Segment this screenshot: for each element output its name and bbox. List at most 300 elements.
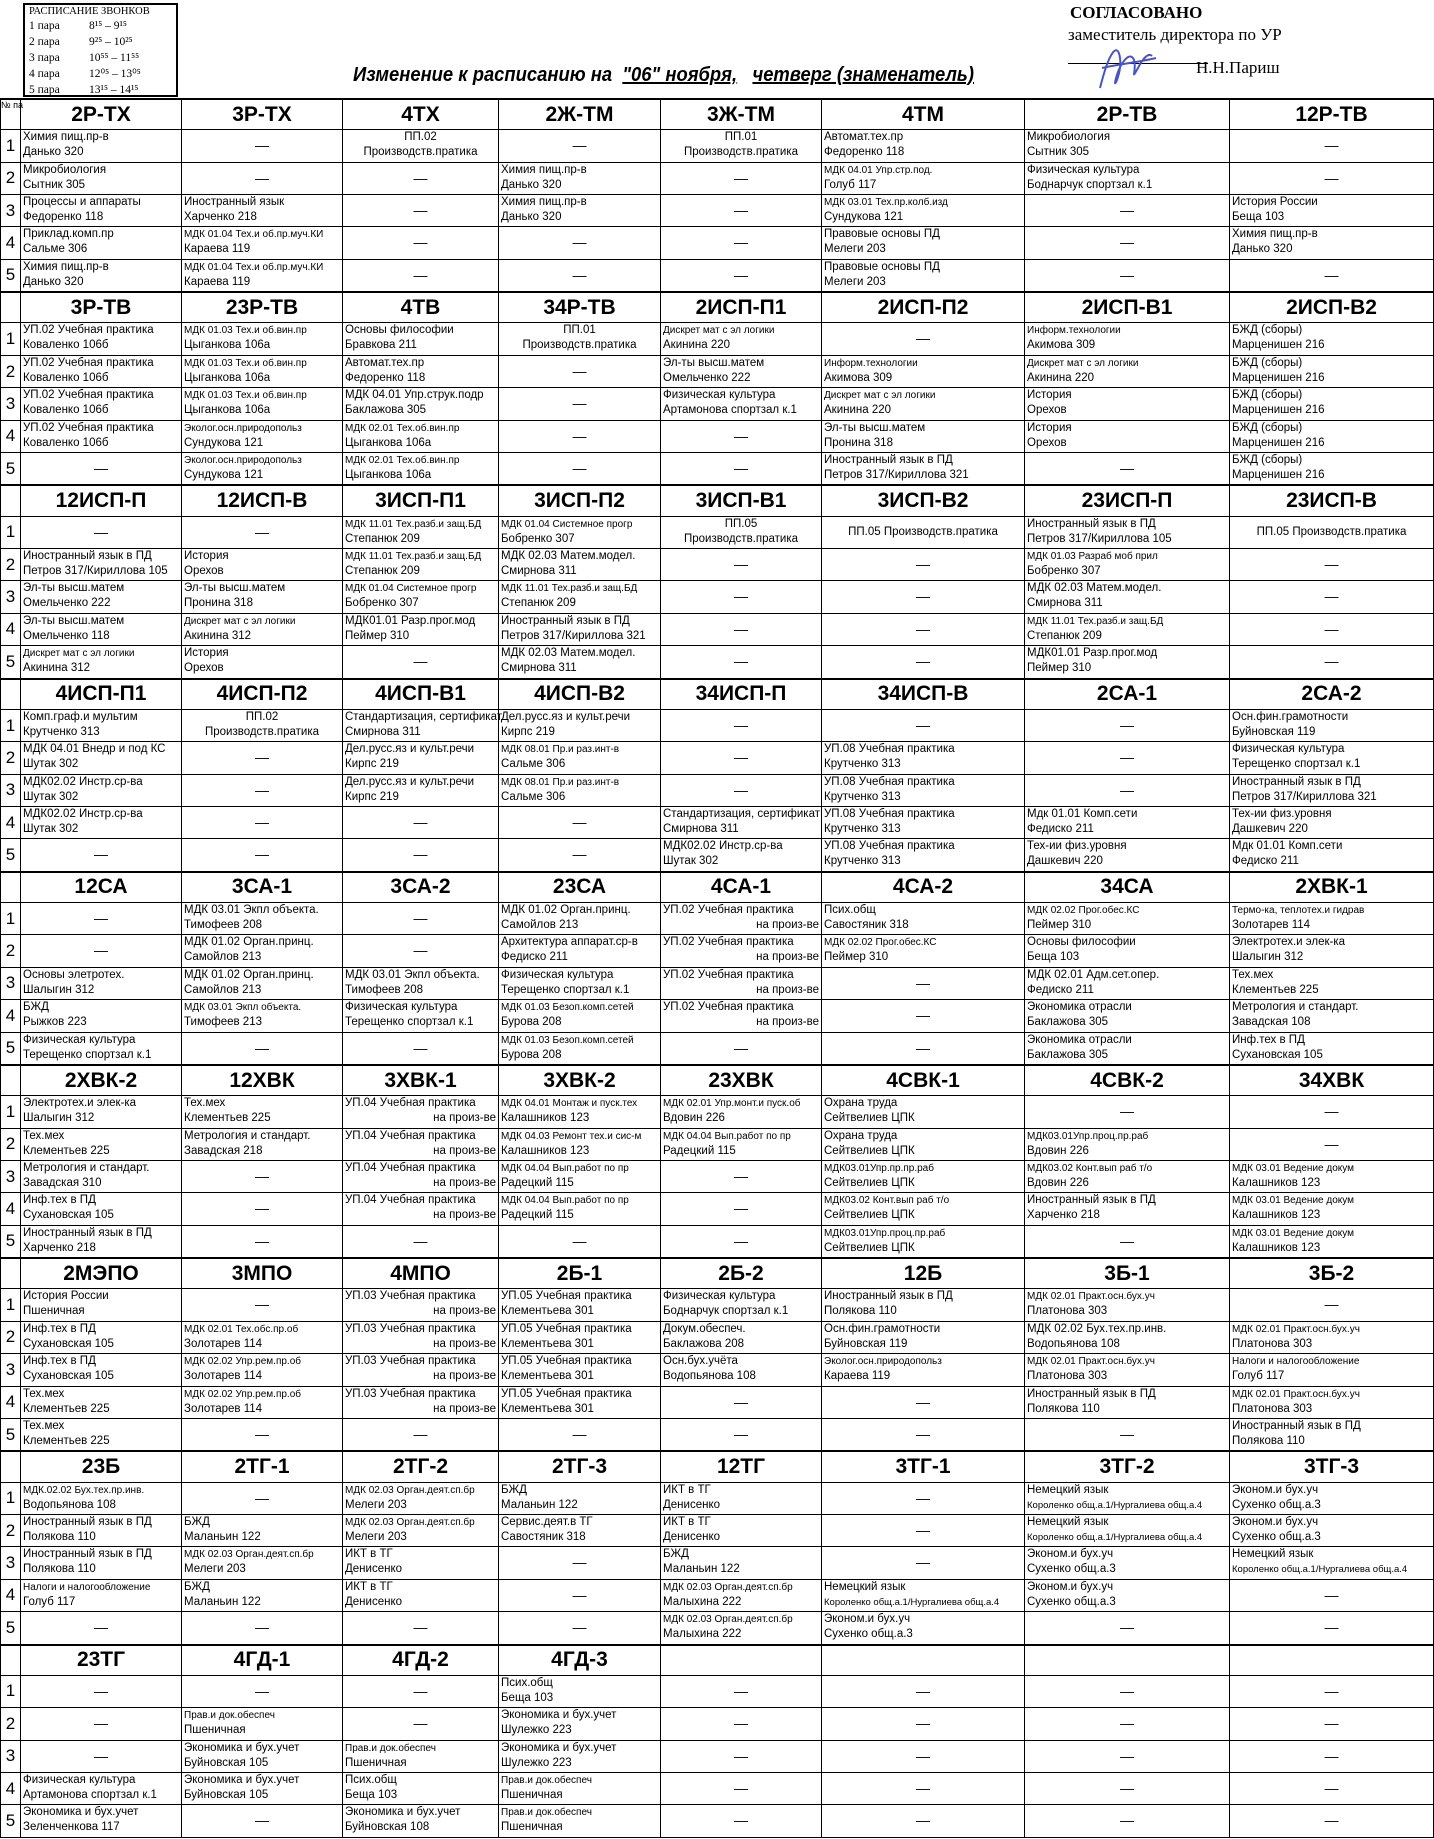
schedule-cell bbox=[1230, 227, 1434, 259]
lesson-number: 1 bbox=[1, 1675, 21, 1707]
lesson-row bbox=[1, 742, 1434, 774]
schedule-cell bbox=[1230, 613, 1434, 645]
subject-name: Эконом.и бух.уч bbox=[1232, 1483, 1319, 1496]
teacher-room: Платонова 303 bbox=[1232, 1402, 1313, 1415]
schedule-cell bbox=[1230, 903, 1434, 935]
subject-name: Налоги и налогообложение bbox=[23, 1581, 151, 1593]
teacher-room: Полякова 110 bbox=[23, 1563, 96, 1576]
teacher-room: Омельченко 222 bbox=[663, 371, 751, 384]
group-header: 4ИСП-В2 bbox=[499, 679, 661, 710]
empty-mark: — bbox=[1120, 1619, 1134, 1636]
schedule-cell bbox=[661, 1418, 822, 1451]
teacher-room: Акинина 312 bbox=[184, 629, 252, 642]
schedule-cell bbox=[21, 967, 182, 999]
lesson-row bbox=[1, 1514, 1434, 1546]
empty-mark: — bbox=[1324, 653, 1339, 670]
schedule-cell bbox=[1230, 1160, 1434, 1192]
schedule-cell bbox=[21, 1321, 182, 1353]
schedule-cell bbox=[661, 613, 822, 645]
schedule-cell bbox=[1230, 323, 1434, 355]
subject-name: Эколог.осн.природопольз bbox=[184, 454, 302, 466]
teacher-room: Завадская 218 bbox=[184, 1144, 263, 1157]
teacher-room: Зеленченкова 117 bbox=[23, 1821, 120, 1834]
teacher-room: Производств.пратика bbox=[204, 725, 320, 738]
subject-name: МДК 02.01 Практ.осн.бух.уч bbox=[1232, 1323, 1360, 1335]
subject-name: Экономика и бух.учет bbox=[501, 1741, 617, 1754]
subject-name: ИКТ в ТГ bbox=[345, 1580, 393, 1593]
teacher-room: Маланьин 122 bbox=[184, 1595, 261, 1608]
schedule-cell bbox=[182, 162, 343, 194]
schedule-cell bbox=[21, 1547, 182, 1579]
subject-name: МДК 02.02 Прог.обес.КС bbox=[1027, 905, 1140, 917]
schedule-cell bbox=[21, 195, 182, 227]
lesson-row bbox=[1, 452, 1434, 485]
subject-name: Тех.мех bbox=[184, 1097, 226, 1110]
schedule-cell bbox=[1025, 452, 1230, 485]
subject-name: Основы философии bbox=[345, 324, 454, 337]
lesson-row bbox=[1, 355, 1434, 387]
schedule-cell bbox=[822, 1675, 1025, 1707]
schedule-cell bbox=[343, 709, 502, 741]
lesson-row bbox=[1, 420, 1434, 452]
empty-mark: — bbox=[1120, 1779, 1134, 1796]
schedule-cell bbox=[661, 549, 822, 581]
subject-name: Эл-ты высш.матем bbox=[23, 614, 125, 627]
teacher-room: Крутченко 313 bbox=[824, 790, 901, 803]
group-header: 2Б-2 bbox=[661, 1258, 822, 1289]
subject-name: МДК 02.02 Прог.обес.КС bbox=[824, 937, 937, 949]
schedule-cell bbox=[1025, 1386, 1230, 1418]
empty-mark: — bbox=[734, 266, 748, 283]
teacher-room: Сухановская 105 bbox=[23, 1370, 114, 1383]
empty-mark: — bbox=[1324, 169, 1339, 186]
empty-mark: — bbox=[734, 427, 748, 444]
empty-mark: — bbox=[734, 653, 748, 670]
schedule-cell bbox=[661, 774, 822, 806]
lesson-number: 4 bbox=[1, 1772, 21, 1804]
subject-name: МДК 02.03 Орган.деят.сп.бр bbox=[663, 1581, 793, 1593]
lesson-number: 2 bbox=[1, 355, 21, 387]
lesson-row bbox=[1, 323, 1434, 355]
schedule-cell bbox=[21, 839, 182, 872]
teacher-room: Беща 103 bbox=[1232, 211, 1285, 224]
empty-mark: — bbox=[1120, 1232, 1134, 1249]
lesson-number: 3 bbox=[1, 388, 21, 420]
empty-mark: — bbox=[916, 330, 930, 347]
subject-name: МДК 04.01 Монтаж и пуск.тех bbox=[501, 1098, 638, 1110]
lesson-row bbox=[1, 581, 1434, 613]
subject-name: Стандартизация, сертификат bbox=[663, 807, 820, 820]
empty-mark: — bbox=[1324, 588, 1339, 605]
subject-name: Процессы и аппараты bbox=[23, 196, 141, 209]
teacher-room: Смирнова 311 bbox=[501, 662, 577, 675]
subject-name: БЖД bbox=[663, 1548, 689, 1561]
schedule-cell bbox=[182, 1289, 343, 1321]
group-header-row bbox=[1, 1258, 1434, 1289]
schedule-cell bbox=[822, 162, 1025, 194]
subject-name: МДК 04.01 Упр.струк.подр bbox=[345, 389, 484, 402]
schedule-cell bbox=[182, 130, 343, 162]
teacher-room: Крутченко 313 bbox=[824, 855, 901, 868]
teacher-room: Степанюк 209 bbox=[1027, 629, 1102, 642]
empty-mark: — bbox=[413, 1232, 428, 1249]
empty-mark: — bbox=[255, 846, 269, 863]
subject-name: Иностранный язык в ПД bbox=[501, 614, 630, 627]
lesson-row bbox=[1, 516, 1434, 548]
schedule-cell bbox=[499, 323, 661, 355]
empty-mark: — bbox=[413, 1715, 428, 1732]
subject-name: УП.05 Учебная практика bbox=[501, 1290, 632, 1303]
subject-name: МДК 03.01 Тех.пр.колб.изд bbox=[824, 197, 948, 209]
schedule-cell bbox=[661, 355, 822, 387]
schedule-cell bbox=[1230, 549, 1434, 581]
group-header: 23Р-ТВ bbox=[182, 292, 343, 323]
schedule-cell bbox=[661, 646, 822, 679]
schedule-cell bbox=[182, 1096, 343, 1128]
schedule-cell bbox=[21, 1772, 182, 1804]
empty-mark: — bbox=[413, 202, 428, 219]
empty-mark: — bbox=[255, 1619, 269, 1636]
subject-name: УП.03 Учебная практика bbox=[345, 1290, 476, 1303]
schedule-cell bbox=[21, 1000, 182, 1032]
schedule-cell bbox=[822, 1772, 1025, 1804]
schedule-cell bbox=[1230, 516, 1434, 548]
schedule-cell bbox=[182, 1000, 343, 1032]
schedule-cell bbox=[21, 1128, 182, 1160]
subject-name: История bbox=[184, 550, 229, 563]
schedule-cell bbox=[499, 1547, 661, 1579]
group-header: 3Р-ТВ bbox=[21, 292, 182, 323]
schedule-cell bbox=[1025, 613, 1230, 645]
schedule-cell bbox=[1025, 774, 1230, 806]
empty-mark: — bbox=[734, 1232, 748, 1249]
empty-mark: — bbox=[94, 910, 108, 927]
schedule-cell bbox=[343, 903, 499, 935]
teacher-room: Акинина 220 bbox=[824, 404, 892, 417]
schedule-cell bbox=[21, 1160, 182, 1192]
schedule-cell bbox=[1025, 1289, 1230, 1321]
title-prefix: Изменение к расписанию на bbox=[353, 64, 613, 86]
schedule-cell bbox=[1230, 1805, 1434, 1838]
subject-name: Иностранный язык в ПД bbox=[23, 1548, 152, 1561]
schedule-cell bbox=[499, 903, 661, 935]
empty-mark: — bbox=[1120, 1812, 1134, 1829]
schedule-cell bbox=[1230, 581, 1434, 613]
subject-name: Приклад.комп.пр bbox=[23, 228, 114, 241]
schedule-cell bbox=[343, 1096, 499, 1128]
schedule-cell bbox=[182, 355, 343, 387]
lesson-number: 5 bbox=[1, 259, 21, 292]
schedule-cell bbox=[343, 355, 499, 387]
schedule-cell bbox=[21, 1708, 182, 1740]
schedule-cell bbox=[1230, 1772, 1434, 1804]
schedule-cell bbox=[1230, 452, 1434, 485]
lesson-row bbox=[1, 709, 1434, 741]
subject-name: Эл-ты высш.матем bbox=[824, 421, 926, 434]
subject-name: БЖД bbox=[23, 1001, 49, 1014]
subject-name: УП.08 Учебная практика bbox=[824, 743, 955, 756]
lesson-row bbox=[1, 1032, 1434, 1065]
schedule-cell bbox=[343, 1354, 499, 1386]
schedule-cell bbox=[21, 1675, 182, 1707]
subject-name: БЖД (сборы) bbox=[1232, 421, 1303, 434]
bell-row bbox=[29, 50, 176, 66]
empty-mark: — bbox=[94, 942, 108, 959]
subject-name: Охрана труда bbox=[824, 1097, 898, 1110]
subject-name: Прав.и док.обеспеч bbox=[501, 1774, 592, 1786]
empty-mark: — bbox=[734, 556, 748, 573]
empty-mark: — bbox=[1324, 266, 1339, 283]
schedule-cell bbox=[343, 1805, 499, 1838]
page-title bbox=[353, 64, 974, 87]
group-header: 23ТГ bbox=[21, 1645, 182, 1676]
subject-name: Псих.общ bbox=[824, 904, 876, 917]
teacher-room: Денисенко bbox=[345, 1595, 403, 1608]
subject-name: Экономика и бух.учет bbox=[23, 1806, 139, 1819]
schedule-cell bbox=[1025, 742, 1230, 774]
teacher-room: Беща 103 bbox=[501, 1691, 554, 1704]
group-header: 4ТХ bbox=[343, 99, 499, 130]
subject-name: УП.04 Учебная практика bbox=[345, 1097, 476, 1110]
subject-name: УП.02 Учебная практика bbox=[23, 389, 154, 402]
teacher-room: Мелеги 203 bbox=[824, 243, 886, 256]
group-header: 4ИСП-П1 bbox=[21, 679, 182, 710]
group-header: 3Р-ТХ bbox=[182, 99, 343, 130]
schedule-cell bbox=[499, 195, 661, 227]
empty-mark: — bbox=[94, 1619, 108, 1636]
subject-name: Физическая культура bbox=[501, 968, 614, 981]
group-header: 3СА-1 bbox=[182, 872, 343, 903]
teacher-room: Калашников 123 bbox=[1232, 1241, 1321, 1254]
lesson-number: 5 bbox=[1, 1225, 21, 1258]
schedule-cell bbox=[822, 581, 1025, 613]
teacher-room: Платонова 303 bbox=[1027, 1305, 1108, 1318]
empty-mark: — bbox=[734, 749, 748, 766]
empty-mark: — bbox=[734, 620, 748, 637]
subject-name: История России bbox=[1232, 196, 1318, 209]
empty-mark: — bbox=[413, 1682, 428, 1699]
schedule-cell bbox=[182, 1354, 343, 1386]
empty-mark: — bbox=[572, 395, 587, 412]
teacher-room: Самойлов 213 bbox=[184, 983, 262, 996]
schedule-cell bbox=[343, 1289, 499, 1321]
schedule-cell bbox=[182, 452, 343, 485]
lesson-number: 5 bbox=[1, 1805, 21, 1838]
empty-mark: — bbox=[734, 1200, 748, 1217]
bell-time: 8¹⁵ – 9¹⁵ bbox=[89, 20, 127, 32]
subject-name: УП.03 Учебная практика bbox=[345, 1355, 476, 1368]
subject-name: Эконом.и бух.уч bbox=[824, 1613, 911, 1626]
schedule-cell bbox=[1025, 1612, 1230, 1645]
teacher-room: Мелеги 203 bbox=[184, 1563, 246, 1576]
empty-mark: — bbox=[255, 169, 269, 186]
lesson-row bbox=[1, 1354, 1434, 1386]
subject-name: МДК 02.02 Упр.рем.пр.об bbox=[184, 1356, 301, 1368]
subject-name: МДК 02.01 Тех.об.вин.пр bbox=[345, 454, 460, 466]
subject-name: МДК03.02 Конт.вып раб т/о bbox=[1027, 1162, 1153, 1174]
schedule-cell bbox=[343, 1482, 499, 1514]
teacher-room: Короленко общ.а.1/Нургалиева общ.а.4 bbox=[824, 1596, 1000, 1608]
teacher-room: Шалыгин 312 bbox=[23, 983, 95, 996]
subject-name: Иностранный язык в ПД bbox=[1232, 1419, 1361, 1432]
group-header: 12ИСП-П bbox=[21, 485, 182, 516]
empty-mark: — bbox=[916, 1425, 930, 1442]
empty-mark: — bbox=[413, 234, 428, 251]
schedule-cell bbox=[661, 1289, 822, 1321]
schedule-cell bbox=[21, 1579, 182, 1611]
schedule-cell bbox=[822, 839, 1025, 872]
teacher-room: Терещенко спортзал к.1 bbox=[23, 1048, 152, 1061]
subject-name: Эл-ты высш.матем bbox=[184, 582, 286, 595]
schedule-cell bbox=[822, 742, 1025, 774]
lesson-number: 4 bbox=[1, 1193, 21, 1225]
subject-name: Дискрет мат с эл логики bbox=[663, 325, 775, 337]
schedule-cell bbox=[21, 420, 182, 452]
lesson-number: 3 bbox=[1, 967, 21, 999]
subject-name: Псих.общ bbox=[345, 1773, 397, 1786]
teacher-room: Маланьин 122 bbox=[501, 1498, 578, 1511]
subject-name: Микробиология bbox=[23, 163, 107, 176]
subject-name: Экономика отрасли bbox=[1027, 1033, 1132, 1046]
subject-name: МДК 02.02 Упр.рем.пр.об bbox=[184, 1388, 301, 1400]
schedule-cell bbox=[1230, 1708, 1434, 1740]
subject-name: Экономика и бух.учет bbox=[184, 1741, 300, 1754]
schedule-cell bbox=[499, 1418, 661, 1451]
subject-name: Термо-ка, теплотех.и гидрав bbox=[1232, 905, 1365, 917]
schedule-cell bbox=[182, 967, 343, 999]
subject-name: МДК 08.01 Пр.и раз.инт-в bbox=[501, 776, 620, 788]
group-header: 3ХВК-2 bbox=[499, 1065, 661, 1096]
subject-name: Физическая культура bbox=[23, 1033, 136, 1046]
teacher-room: Баклажова 305 bbox=[1027, 1016, 1109, 1029]
schedule-cell bbox=[661, 839, 822, 872]
teacher-room: Буйновская 119 bbox=[1232, 725, 1316, 738]
teacher-room: Цыганкова 106а bbox=[184, 339, 271, 352]
subject-name: Физическая культура bbox=[345, 1001, 458, 1014]
subject-name: Эл-ты высш.матем bbox=[663, 356, 765, 369]
teacher-room: Степанюк 209 bbox=[345, 565, 420, 578]
schedule-cell bbox=[1230, 1225, 1434, 1258]
empty-mark: — bbox=[1120, 1425, 1134, 1442]
subject-name: МДК 04.04 Вып.работ по пр bbox=[501, 1195, 629, 1207]
teacher-room: Орехов bbox=[1027, 404, 1067, 417]
teacher-room: Савостяник 318 bbox=[824, 919, 909, 932]
schedule-cell bbox=[21, 388, 182, 420]
schedule-cell bbox=[21, 355, 182, 387]
teacher-room: Баклажова 305 bbox=[345, 404, 427, 417]
empty-mark: — bbox=[1120, 459, 1134, 476]
schedule-cell bbox=[661, 420, 822, 452]
schedule-cell bbox=[21, 162, 182, 194]
lesson-row bbox=[1, 1096, 1434, 1128]
subject-name: БЖД bbox=[184, 1515, 210, 1528]
teacher-room: Бобренко 307 bbox=[501, 532, 575, 545]
empty-mark: — bbox=[1324, 1619, 1339, 1636]
schedule-cell bbox=[499, 452, 661, 485]
empty-mark: — bbox=[572, 813, 587, 830]
schedule-cell bbox=[822, 1160, 1025, 1192]
subject-name: Автомат.тех.пр bbox=[345, 356, 425, 369]
teacher-room: Самойлов 213 bbox=[501, 919, 579, 932]
schedule-cell bbox=[499, 581, 661, 613]
schedule-cell bbox=[21, 613, 182, 645]
group-header: 3ТГ-3 bbox=[1230, 1451, 1434, 1482]
subject-name: МДК 04.01 Внедр и под КС bbox=[23, 743, 166, 756]
schedule-cell bbox=[499, 806, 661, 838]
empty-mark: — bbox=[572, 1554, 587, 1571]
subject-name: Дискрет мат с эл логики bbox=[184, 615, 296, 627]
teacher-room: Крутченко 313 bbox=[23, 725, 100, 738]
schedule-cell bbox=[21, 646, 182, 679]
schedule-cell bbox=[182, 1514, 343, 1546]
schedule-cell bbox=[1230, 420, 1434, 452]
empty-mark: — bbox=[916, 1812, 930, 1829]
group-header-row bbox=[1, 1065, 1434, 1096]
subject-name: Дискрет мат с эл логики bbox=[23, 648, 135, 660]
subject-name: Эл-ты высш.матем bbox=[23, 582, 125, 595]
subject-name: Немецкий язык bbox=[1027, 1483, 1109, 1496]
schedule-cell bbox=[1025, 227, 1230, 259]
teacher-room: Беща 103 bbox=[1027, 951, 1080, 964]
group-header: 2Р-ТХ bbox=[21, 99, 182, 130]
teacher-room: Смирнова 311 bbox=[663, 822, 739, 835]
bell-period: 4 пара bbox=[29, 68, 60, 80]
teacher-room: Маланьин 122 bbox=[663, 1563, 740, 1576]
schedule-cell bbox=[1230, 1740, 1434, 1772]
group-header: 4СА-2 bbox=[822, 872, 1025, 903]
schedule-cell bbox=[1230, 1000, 1434, 1032]
schedule-cell bbox=[21, 1740, 182, 1772]
teacher-room: Завадская 310 bbox=[23, 1176, 102, 1189]
empty-mark: — bbox=[1324, 137, 1339, 154]
lesson-row bbox=[1, 1321, 1434, 1353]
schedule-cell bbox=[661, 903, 822, 935]
subject-name: Химия пищ.пр-в bbox=[501, 196, 587, 209]
teacher-room: Данько 320 bbox=[501, 178, 562, 191]
teacher-room: Марценишен 216 bbox=[1232, 371, 1325, 384]
schedule-cell bbox=[661, 1708, 822, 1740]
schedule-cell bbox=[822, 967, 1025, 999]
subject-name: МДК 01.04 Тех.и об.пр.муч.КИ bbox=[184, 229, 324, 241]
teacher-room: Орехов bbox=[1027, 436, 1067, 449]
group-header: 23ХВК bbox=[661, 1065, 822, 1096]
schedule-cell bbox=[822, 1000, 1025, 1032]
teacher-room: Радецкий 115 bbox=[663, 1144, 736, 1157]
teacher-room: Радецкий 115 bbox=[501, 1176, 574, 1189]
schedule-cell bbox=[499, 227, 661, 259]
bell-period: 3 пара bbox=[29, 52, 60, 64]
teacher-room: Клементьева 301 bbox=[501, 1337, 594, 1350]
empty-mark: — bbox=[734, 1812, 748, 1829]
empty-mark: — bbox=[1120, 266, 1134, 283]
bell-row bbox=[29, 66, 176, 82]
schedule-cell bbox=[1025, 1096, 1230, 1128]
schedule-cell bbox=[182, 1805, 343, 1838]
teacher-room: Малыхина 222 bbox=[663, 1595, 742, 1608]
schedule-cell bbox=[822, 1547, 1025, 1579]
approval-title: СОГЛАСОВАНО bbox=[1070, 3, 1203, 22]
schedule-cell bbox=[182, 709, 343, 741]
empty-mark: — bbox=[1324, 620, 1339, 637]
subject-name: МДК 01.04 Системное прогр bbox=[345, 583, 477, 595]
schedule-cell bbox=[499, 1000, 661, 1032]
empty-mark: — bbox=[255, 1167, 269, 1184]
group-header: 3Б-2 bbox=[1230, 1258, 1434, 1289]
teacher-room: Омельченко 222 bbox=[23, 597, 111, 610]
subject-name: МДК 11.01 Тех.разб.и защ.БД bbox=[345, 518, 482, 530]
group-header: 4ГД-1 bbox=[182, 1645, 343, 1676]
lesson-row bbox=[1, 388, 1434, 420]
